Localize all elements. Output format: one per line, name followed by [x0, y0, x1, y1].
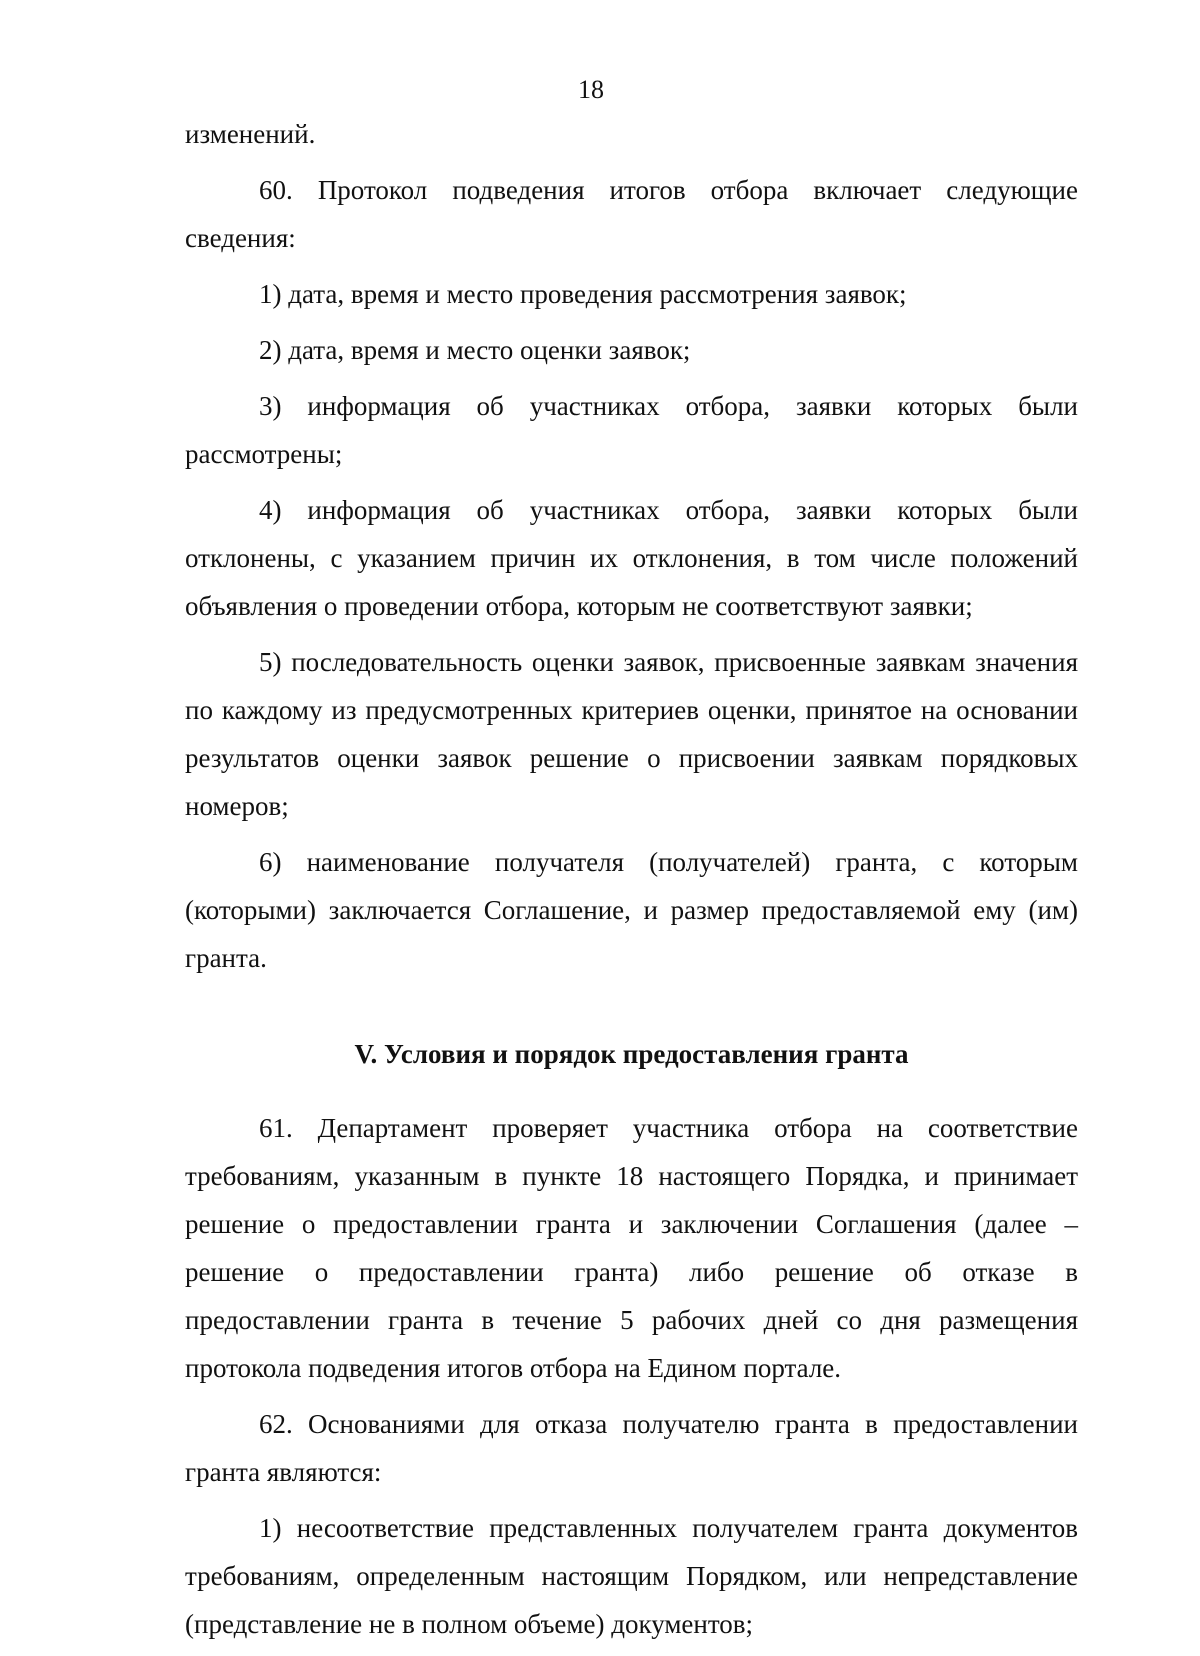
list-item-2: 2) дата, время и место оценки заявок; — [259, 335, 691, 365]
paragraph-item-60: 60. Протокол подведения итогов отбора включает следующие сведения: — [185, 175, 1078, 253]
list-item-62-1: 1) несоответствие представленных получателем гранта документов требованиям, определенным настоящим Порядком, или непредставление (представление не в полном объеме) документов; — [185, 1513, 1078, 1639]
paragraph-continuation: изменений. — [185, 119, 316, 149]
paragraph-item-61: 61. Департамент проверяет участника отбора на соответствие требованиям, указанным в пункте 18 настоящего Порядка, и принимает решение о предоставлении гранта и заключении Соглашения (далее – решение о предоставлении гранта) либо решение об отказе в предоставлении гранта в течение 5 рабочих дней со дня размещения протокола подведения итогов отбора на Едином портале. — [185, 1113, 1078, 1383]
list-item-1: 1) дата, время и место проведения рассмотрения заявок; — [259, 279, 907, 309]
list-item-6: 6) наименование получателя (получателей) гранта, с которым (которыми) заключается Соглашение, и размер предоставляемой ему (им) гранта. — [185, 847, 1078, 973]
section-heading: V. Условия и порядок предоставления гранта — [354, 1039, 909, 1069]
list-item-4: 4) информация об участниках отбора, заявки которых были отклонены, с указанием причин их отклонения, в том числе положений объявления о проведении отбора, которым не соответствуют заявки; — [185, 495, 1078, 621]
document-body — [185, 110, 1078, 1648]
paragraph-item-62: 62. Основаниями для отказа получателю гранта в предоставлении гранта являются: — [185, 1409, 1078, 1487]
list-item-3: 3) информация об участниках отбора, заявки которых были рассмотрены; — [185, 391, 1078, 469]
page-number: 18 — [578, 75, 604, 104]
list-item-5: 5) последовательность оценки заявок, присвоенные заявкам значения по каждому из предусмотренных критериев оценки, принятое на основании результатов оценки заявок решение о присвоении заявкам порядковых номеров; — [185, 647, 1078, 821]
